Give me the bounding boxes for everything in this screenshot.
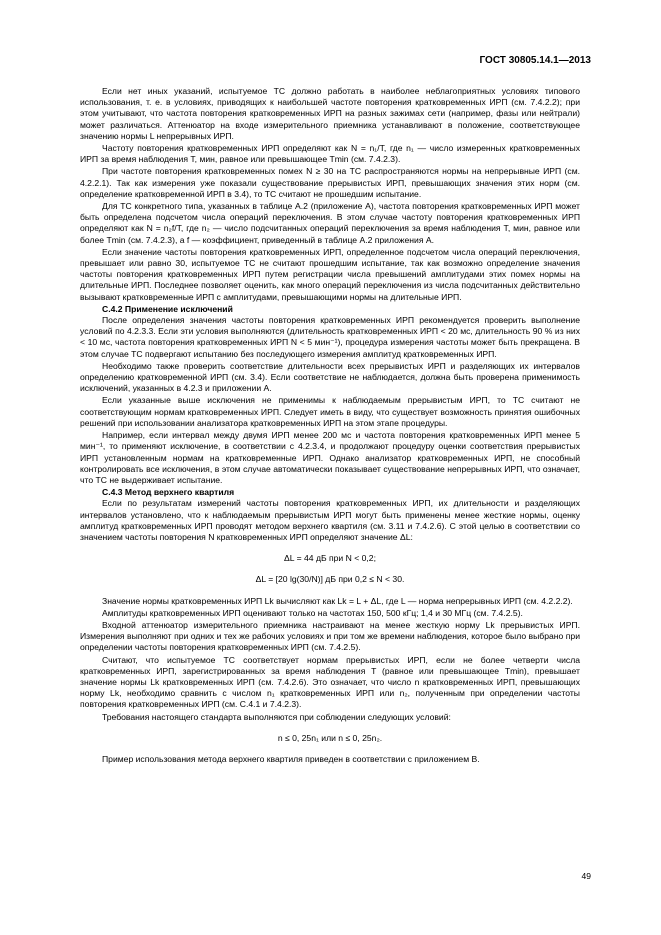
paragraph: Если указанные выше исключения не применимы к наблюдаемым прерывистым ИРП, то ТС считают не соответствующим нормам кратковременных ИРП. Следует иметь в виду, что существует возможность принятия ошибочных решений при использовании анализатора кратковременных ИРП на этом этапе процедуры. [80,395,580,428]
formula: n ≤ 0, 25n₁ или n ≤ 0, 25n₂. [277,732,383,743]
page-number: 49 [581,871,591,881]
document-body [80,86,580,766]
section-heading: С.4.2 Применение исключений [102,303,233,314]
paragraph: Например, если интервал между двумя ИРП менее 200 мс и частота повторения кратковременных ИРП менее 5 мин⁻¹, то применяют исключение, в соответствии с 4.2.3.4, и продолжают процедуру оценки соответствия прерывистых ИРП установленным нормам на кратковременные ИРП. Однако анализатор кратковременных ИРП, не способный контролировать все исключения, в этом случае автоматически показывает существование непрерывных ИРП, что означает, что ТС не выдерживает испытание. [80,430,580,485]
paragraph: Амплитуды кратковременных ИРП оценивают только на частотах 150, 500 кГц; 1,4 и 30 МГц (см. 7.4.2.5). [102,607,523,618]
paragraph: Считают, что испытуемое ТС соответствует нормам прерывистых ИРП, если не более четверти числа кратковременных ИРП, зарегистрированных за время наблюдения T (равное или превышающее Tmin), превышает значение нормы Lk кратковременных ИРП (см. 7.4.2.6). Это означает, что число n кратковременных ИРП, превышающих норму Lk, необходимо сравнить с числом n₁ кратковременных ИРП или n₂, полученным при определении частоты повторения кратковременных ИРП (см. С.4.1 и 7.4.2.3). [80,654,580,710]
paragraph: Если значение частоты повторения кратковременных ИРП, определенное подсчетом числа операций переключения, превышает или равно 30, испытуемое ТС не считают прошедшим испытание, так как возможно определение значения частоты повторения кратковременных ИРП путем регистрации числа превышений амплитудами этих помех нормы на длительные ИРП. Последнее позволяет оценить, как много операций переключения из числа подсчитанных действительно вызывают кратковременные ИРП с амплитудами, превышающими нормы на длительные ИРП. [80,246,580,302]
paragraph: Пример использования метода верхнего квартиля приведен в соответствии с приложением В. [102,753,480,764]
document-id: ГОСТ 30805.14.1—2013 [479,55,591,66]
section-heading: С.4.3 Метод верхнего квартиля [102,487,235,498]
paragraph: Значение нормы кратковременных ИРП Lk вычисляют как Lk = L + ΔL, где L — норма непрерывных ИРП (см. 4.2.2.2). [102,595,573,606]
paragraph: Если нет иных указаний, испытуемое ТС должно работать в наиболее неблагоприятных условиях типового использования, т. е. в условиях, приводящих к наибольшей частоте повторения кратковременных ИРП (см. 7.4.2.2); при этом учитывают, что частота повторения кратковременных ИРП на разных зажимах сети (например, фазы или нейтрали) может различаться. Аттенюатор на входе измерительного приемника устанавливают в положение, соответствующее значению нормы L непрерывных ИРП. [80,86,580,141]
paragraph: Требования настоящего стандарта выполняются при соблюдении следующих условий: [102,711,451,722]
formula: ΔL = [20 lg(30/N)] дБ при 0,2 ≤ N < 30. [255,574,405,585]
formula: ΔL = 44 дБ при N < 0,2; [284,553,376,564]
paragraph: Если по результатам измерений частоты повторения кратковременных ИРП, их длительности и разделяющих интервалов установлено, что к наблюдаемым прерывистым ИРП могут быть применены менее жесткие нормы, оценку амплитуд кратковременных ИРП проводят методом верхнего квартиля (см. 3.11 и 7.4.2.6). С этой целью в соответствии со значением частоты повторения N кратковременных ИРП определяют значение ΔL: [80,498,580,542]
paragraph: После определения значения частоты повторения кратковременных ИРП рекомендуется проверить выполнение условий по 4.2.3.3. Если эти условия выполняются (длительность кратковременных ИРП < 20 мс, длительность 90 % из них < 10 мс, частота повторения кратковременных ИРП N < 5 мин⁻¹), процедура измерения частоты может быть прекращена. В этом случае ТС подвергают испытанию без последующего измерения амплитуд кратковременных ИРП. [80,315,580,359]
paragraph: Необходимо также проверить соответствие длительности всех прерывистых ИРП и разделяющих их интервалов определению кратковременной ИРП (см. 3.4). Если соответствие не наблюдается, должна быть проверена применимость исключений, указанных в 4.2.3 и приложении А. [80,360,580,394]
paragraph: Частоту повторения кратковременных ИРП определяют как N = n₁/T, где n₁ — число измеренных кратковременных ИРП за время наблюдения T, мин, равное или превышающее Tmin (см. 7.4.2.3). [80,143,580,165]
paragraph: Входной аттенюатор измерительного приемника настраивают на менее жесткую норму Lk прерывистых ИРП. Измерения выполняют при одних и тех же рабочих условиях и при том же времени наблюдения, которое было выбрано при определении частоты повторения кратковременных ИРП (см. 7.4.2.5). [80,619,580,653]
paragraph: При частоте повторения кратковременных помех N ≥ 30 на ТС распространяются нормы на непрерывные ИРП (см. 4.2.2.1). Так как измерения уже показали существование прерывистых ИРП, превышающих значения этих норм (см. определение кратковременной ИРП в 3.4), то ТС считают не прошедшим испытание. [80,166,580,199]
paragraph: Для ТС конкретного типа, указанных в таблице А.2 (приложение А), частота повторения кратковременных ИРП может быть определена подсчетом числа операций переключения. В этом случае частоту повторения кратковременных ИРП определяют как N = n₂f/T, где n₂ — число подсчитанных операций переключения за время наблюдения T, мин, равное или более Tmin (см. 7.4.2.3), а f — коэффициент, приведенный в таблице А.2 приложения А. [80,201,580,245]
